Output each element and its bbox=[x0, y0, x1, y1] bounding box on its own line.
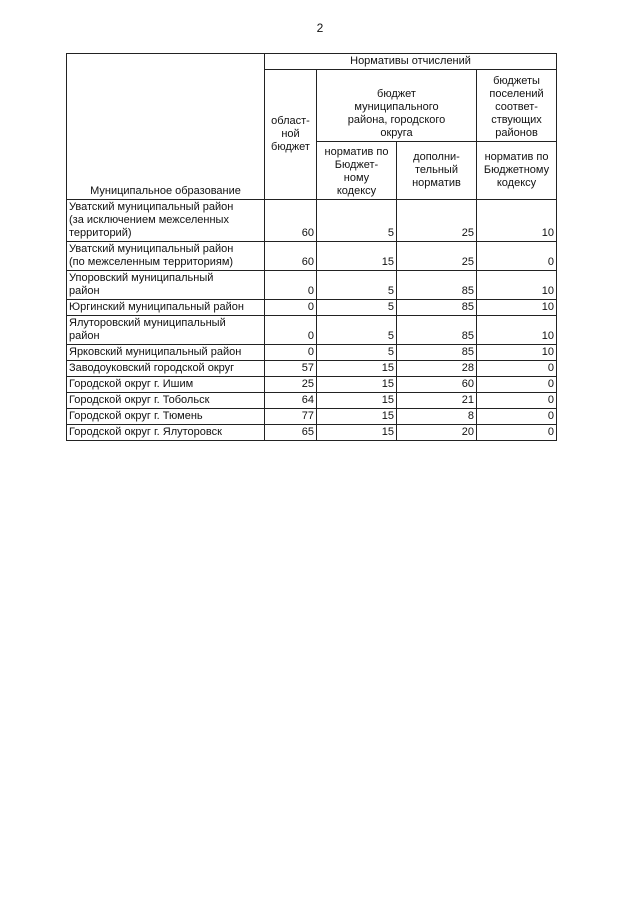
cell-additional-norm: 85 bbox=[397, 316, 477, 345]
cell-additional-norm: 25 bbox=[397, 200, 477, 242]
cell-additional-norm: 8 bbox=[397, 409, 477, 425]
cell-additional-norm: 85 bbox=[397, 300, 477, 316]
norms-table bbox=[66, 53, 557, 441]
cell-settlement-norm: 10 bbox=[477, 300, 557, 316]
cell-municipality: Юргинский муниципальный район bbox=[67, 300, 265, 316]
cell-budget-code-norm: 5 bbox=[317, 345, 397, 361]
header-municipal-budget: бюджет муниципального района, городского округа bbox=[317, 70, 477, 142]
cell-municipality: Уватский муниципальный район (за исключением межселенных территорий) bbox=[67, 200, 265, 242]
header-regional-budget: област- ной бюджет bbox=[265, 70, 317, 200]
cell-settlement-norm: 10 bbox=[477, 345, 557, 361]
header-settlement-budgets: бюджеты поселений соответ- ствующих районов bbox=[477, 70, 557, 142]
page-number: 2 bbox=[316, 21, 324, 35]
header-municipality: Муниципальное образование bbox=[67, 54, 265, 200]
cell-municipality: Ярковский муниципальный район bbox=[67, 345, 265, 361]
cell-municipality: Ялуторовский муниципальный район bbox=[67, 316, 265, 345]
cell-regional-budget: 0 bbox=[265, 300, 317, 316]
cell-regional-budget: 57 bbox=[265, 361, 317, 377]
cell-municipality: Городской округ г. Ялуторовск bbox=[67, 425, 265, 441]
cell-regional-budget: 25 bbox=[265, 377, 317, 393]
table-row bbox=[67, 393, 557, 409]
table-row bbox=[67, 316, 557, 345]
cell-budget-code-norm: 15 bbox=[317, 393, 397, 409]
cell-regional-budget: 0 bbox=[265, 345, 317, 361]
cell-additional-norm: 21 bbox=[397, 393, 477, 409]
cell-settlement-norm: 10 bbox=[477, 271, 557, 300]
cell-budget-code-norm: 5 bbox=[317, 300, 397, 316]
cell-municipality: Уватский муниципальный район (по межселенным территориям) bbox=[67, 242, 265, 271]
cell-municipality: Заводоуковский городской округ bbox=[67, 361, 265, 377]
header-settlement-code-norm: норматив по Бюджетному кодексу bbox=[477, 142, 557, 200]
cell-regional-budget: 0 bbox=[265, 316, 317, 345]
cell-regional-budget: 77 bbox=[265, 409, 317, 425]
cell-regional-budget: 60 bbox=[265, 200, 317, 242]
table-body bbox=[67, 200, 557, 441]
cell-budget-code-norm: 15 bbox=[317, 361, 397, 377]
cell-settlement-norm: 0 bbox=[477, 242, 557, 271]
cell-budget-code-norm: 5 bbox=[317, 316, 397, 345]
table-row bbox=[67, 271, 557, 300]
table-row bbox=[67, 300, 557, 316]
table-row bbox=[67, 377, 557, 393]
cell-budget-code-norm: 5 bbox=[317, 271, 397, 300]
table-row bbox=[67, 361, 557, 377]
cell-settlement-norm: 0 bbox=[477, 409, 557, 425]
cell-budget-code-norm: 15 bbox=[317, 377, 397, 393]
table-row bbox=[67, 425, 557, 441]
cell-municipality: Городской округ г. Ишим bbox=[67, 377, 265, 393]
cell-municipality: Упоровский муниципальный район bbox=[67, 271, 265, 300]
header-additional-norm: дополни- тельный норматив bbox=[397, 142, 477, 200]
cell-settlement-norm: 0 bbox=[477, 425, 557, 441]
cell-settlement-norm: 0 bbox=[477, 361, 557, 377]
cell-regional-budget: 60 bbox=[265, 242, 317, 271]
cell-settlement-norm: 0 bbox=[477, 393, 557, 409]
cell-budget-code-norm: 15 bbox=[317, 409, 397, 425]
cell-settlement-norm: 0 bbox=[477, 377, 557, 393]
cell-budget-code-norm: 5 bbox=[317, 200, 397, 242]
cell-additional-norm: 28 bbox=[397, 361, 477, 377]
table-row bbox=[67, 409, 557, 425]
header-budget-code-norm: норматив по Бюджет- ному кодексу bbox=[317, 142, 397, 200]
cell-regional-budget: 64 bbox=[265, 393, 317, 409]
cell-additional-norm: 20 bbox=[397, 425, 477, 441]
table-row bbox=[67, 200, 557, 242]
cell-municipality: Городской округ г. Тюмень bbox=[67, 409, 265, 425]
cell-budget-code-norm: 15 bbox=[317, 425, 397, 441]
table-row bbox=[67, 242, 557, 271]
cell-budget-code-norm: 15 bbox=[317, 242, 397, 271]
cell-additional-norm: 25 bbox=[397, 242, 477, 271]
cell-municipality: Городской округ г. Тобольск bbox=[67, 393, 265, 409]
cell-regional-budget: 65 bbox=[265, 425, 317, 441]
cell-additional-norm: 85 bbox=[397, 345, 477, 361]
header-norms: Нормативы отчислений bbox=[265, 54, 557, 70]
cell-settlement-norm: 10 bbox=[477, 316, 557, 345]
cell-additional-norm: 85 bbox=[397, 271, 477, 300]
cell-settlement-norm: 10 bbox=[477, 200, 557, 242]
cell-regional-budget: 0 bbox=[265, 271, 317, 300]
cell-additional-norm: 60 bbox=[397, 377, 477, 393]
table-row bbox=[67, 345, 557, 361]
